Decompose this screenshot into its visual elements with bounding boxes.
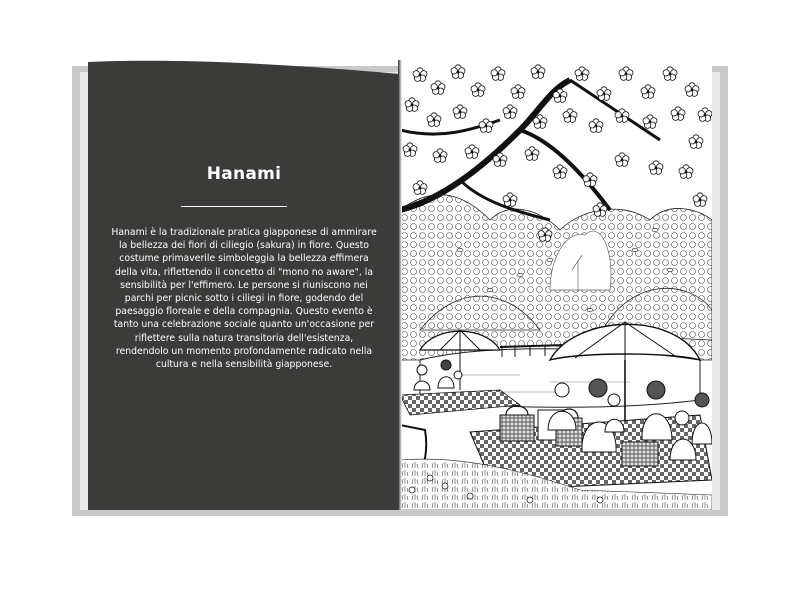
page-title: Hanami (206, 164, 282, 184)
left-page (88, 60, 400, 510)
book-spine (398, 60, 402, 510)
illustration-page (400, 60, 712, 510)
title-divider (181, 206, 287, 207)
page-body-text: Hanami è la tradizionale pratica giapponese di ammirare la bellezza dei fiori di ciliegio (sakura) in fiore. Questo costume primaverile simboleggia la bellezza effimera della vita, riflettendo il concetto di "mono no aware", la sensibilità per l'effimero. Le persone si riuniscono nei parchi per picnic sotto i ciliegi in fiore, godendo del paesaggio floreale e della compagnia. Questo evento è tanto una celebrazione sociale quanto un'occasione per riflettere sulla natura transitoria dell'esistenza, rendendolo un momento profondamente radicato nella cultura e nella sensibilità giapponese. (111, 227, 377, 371)
hanami-illustration (400, 60, 712, 510)
left-page-content (88, 60, 400, 510)
